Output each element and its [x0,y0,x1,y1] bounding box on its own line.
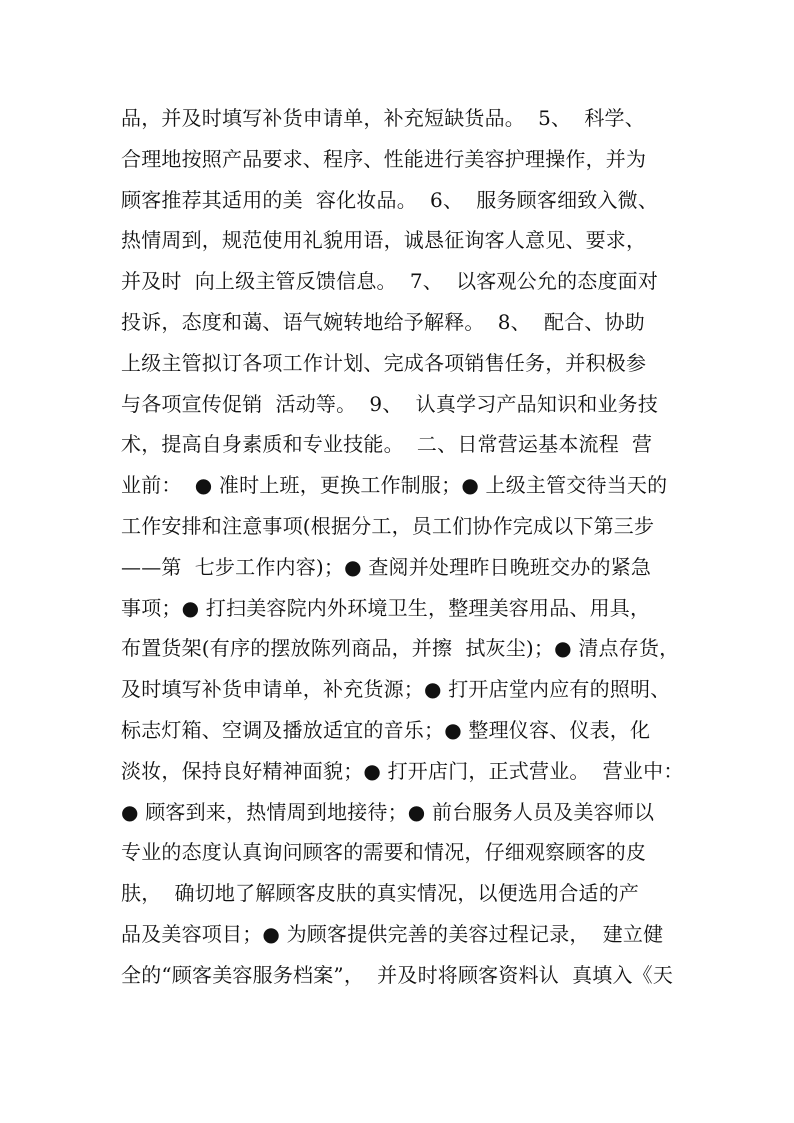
text-line: 布置货架(有序的摆放陈列商品，并擦 拭灰尘)；● 清点存货， [121,636,680,661]
text-line: 热情周到，规范使用礼貌用语，诚恳征询客人意见、要求， [121,228,647,253]
text-line: 与各项宣传促销 活动等。 9、 认真学习产品知识和业务技 [121,391,659,416]
text-line: 品及美容项目；● 为顾客提供完善的美容过程记录， 建立健 [121,921,664,946]
text-line: 合理地按照产品要求、程序、性能进行美容护理操作，并为 [121,146,647,171]
text-line: 业前： ● 准时上班，更换工作制服；● 上级主管交待当天的 [121,473,668,498]
text-line: 肤， 确切地了解顾客皮肤的真实情况，以便选用合适的产 [121,881,640,906]
text-line: 标志灯箱、空调及播放适宜的音乐；● 整理仪容、仪表，化 [121,717,651,742]
text-line: 淡妆，保持良好精神面貌；● 打开店门，正式营业。 营业中： [121,758,684,783]
text-line: 顾客推荐其适用的美 容化妆品。 6、 服务顾客细致入微、 [121,187,659,212]
text-line: ● 顾客到来，热情周到地接待；● 前台服务人员及美容师以 [121,799,655,824]
text-line: 及时填写补货申请单，补充货源；● 打开店堂内应有的照明、 [121,677,671,702]
text-line: 上级主管拟订各项工作计划、完成各项销售任务，并积极参 [121,350,647,375]
text-line: ——第 七步工作内容)；● 查阅并处理昨日晚班交办的紧急 [121,554,652,579]
text-line: 并及时 向上级主管反馈信息。 7、 以客观公允的态度面对 [121,269,659,294]
text-line: 全的“顾客美容服务档案”， 并及时将顾客资料认 真填入《天 [121,962,674,987]
text-line: 投诉，态度和蔼、语气婉转地给予解释。 8、 配合、协助 [121,309,645,334]
text-line: 品，并及时填写补货申请单，补充短缺货品。 5、 科学、 [121,106,645,130]
text-line: 事项；● 打扫美容院内外环境卫生，整理美容用品、用具， [121,595,651,620]
text-line: 工作安排和注意事项(根据分工，员工们协作完成以下第三步 [121,513,655,538]
body-text [121,98,684,996]
text-line: 术，提高自身素质和专业技能。 二、日常营运基本流程 营 [121,432,653,457]
text-line: 专业的态度认真询问顾客的需要和情况，仔细观察顾客的皮 [121,840,647,865]
